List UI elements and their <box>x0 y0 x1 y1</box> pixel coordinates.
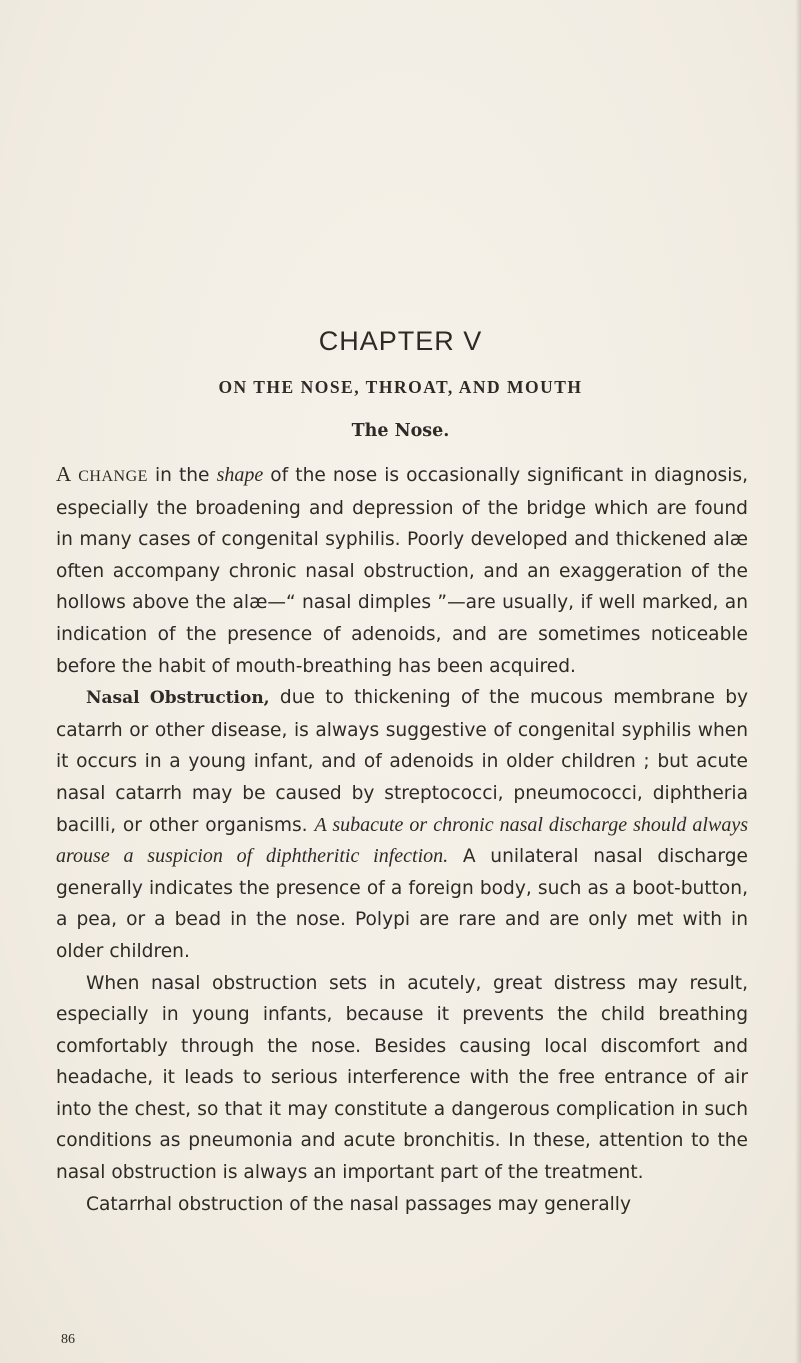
paragraph-text: When nasal obstruction sets in acutely, great distress may result, especially in young infants, because it prevents the child breathing comfortably through the nose. Besides causing local discomfort and headache, it leads to serious interference with the free entrance of air into the chest, so that it may constitute a dangerous complication in such conditions as pneumonia and acute bronchitis. In these, attention to the nasal obstruction is always an important part of the treatment. <box>56 972 748 1184</box>
paragraph-text: Catarrhal obstruction of the nasal passages may generally <box>86 1193 631 1215</box>
section-heading: The Nose. <box>351 421 450 441</box>
smallcaps-word: CHANGE <box>78 468 148 485</box>
page-edge-shadow <box>795 0 801 1363</box>
paragraph-text: in the <box>147 465 217 486</box>
italic-text: A subacute or chronic nasal discharge should always arouse a suspicion of diphtheritic infection. <box>56 813 748 868</box>
chapter-title: CHAPTER V <box>318 326 483 356</box>
runin-heading: Nasal Obstruction, <box>86 688 270 709</box>
paragraph-catarrhal <box>56 1189 748 1221</box>
body-text <box>56 459 748 1220</box>
paragraph-text: due to thickening of the mucous membrane by catarrh or other disease, is always suggestive of congenital syphilis when it occurs in a young infant, and of adenoids in older children ; but acute nasal catarrh may be caused by streptococci, pneumococci, diphtheria bacilli, or other organisms. <box>56 687 749 836</box>
initial-letter: A <box>56 462 72 486</box>
paragraph-text: of the nose is occasionally significant in diagnosis, especially the broadening and depression of the bridge which are found in many cases of congenital syphilis. Poorly developed and thickened alæ often accompany chronic nasal obstruction, and an exaggeration of the hollows above the alæ—“ nasal dimples ”—are usually, if well marked, an indication of the presence of adenoids, and are sometimes noticeable before the habit of mouth-breathing has been acquired. <box>56 465 748 677</box>
page-number: 86 <box>61 1332 75 1347</box>
italic-text: shape <box>216 464 264 486</box>
paragraph-nasal-obstruction <box>56 682 748 967</box>
paragraph-acute-obstruction <box>56 968 748 1189</box>
paragraph-shape <box>56 459 748 682</box>
chapter-subtitle: ON THE NOSE, THROAT, AND MOUTH <box>218 377 583 397</box>
paragraph-text: A unilateral nasal discharge generally indicates the presence of a foreign body, such as a boot-button, a pea, or a bead in the nose. Polypi are rare and are only met with in older children. <box>56 846 748 962</box>
